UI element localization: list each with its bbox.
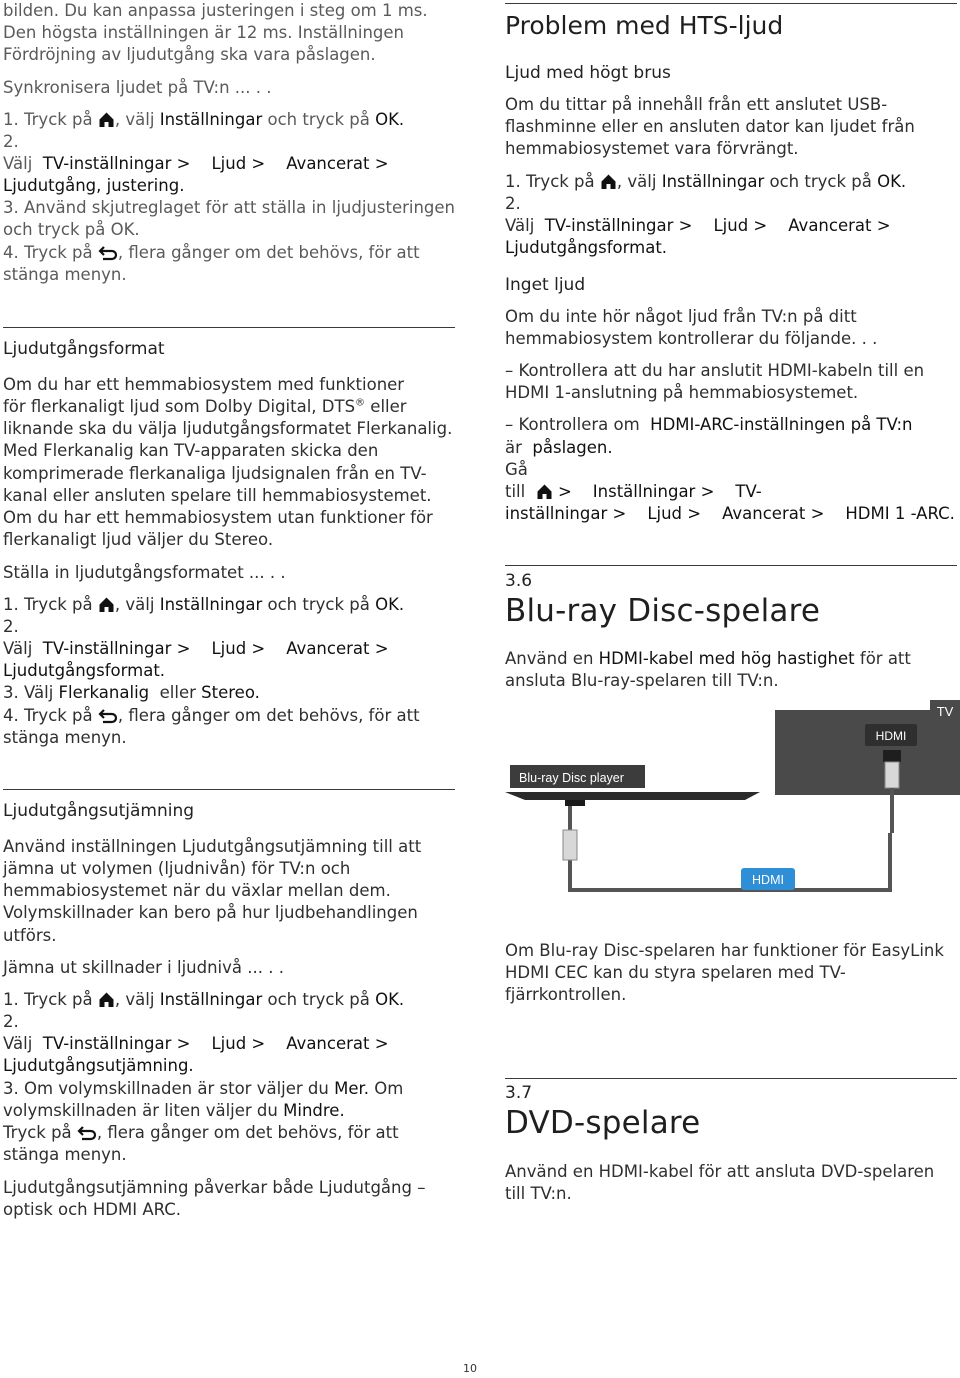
level-body: Volymskillnader kan bero på hur ljudbehandlingen [3,903,418,922]
format-step-1: 1. Tryck på , välj Inställningar och tryck på OK. [3,595,405,614]
level-step-2: Välj TV-inställningar > Ljud > Avancerat > [3,1034,389,1053]
sync-title: Synkronisera ljudet på TV:n ... . . [3,78,272,97]
format-step-2-target: Ljudutgångsformat. [3,661,166,680]
level-note: optisk och HDMI ARC. [3,1200,182,1219]
format-body: kanal eller ansluten spelare till hemmabiosystemet. [3,486,432,505]
player-body [505,792,760,800]
cable-label: HDMI [752,873,784,887]
format-set-title: Ställa in ljudutgångsformatet ... . . [3,563,286,582]
home-icon [536,483,553,500]
sync-step-3: 3. Använd skjutreglaget för att ställa in ljudjusteringen [3,198,456,217]
back-icon [98,245,118,261]
back-icon [77,1125,97,1141]
cable-segment [890,788,894,833]
nosound-body: hemmabiosystem kontrollerar du följande. . . [505,329,878,348]
format-body: flerkanaligt ljud väljer du Stereo. [3,530,274,549]
sync-step-2: Välj TV-inställningar > Ljud > Avancerat > [3,154,389,173]
level-step-4-cont: stänga menyn. [3,1145,127,1164]
format-body: Om du har ett hemmabiosystem med funktioner [3,375,405,394]
noise-step-1: 1. Tryck på , välj Inställningar och tryck på OK. [505,172,907,191]
tv-hdmi-label: HDMI [875,729,907,743]
format-step-2: Välj TV-inställningar > Ljud > Avancerat > [3,639,389,658]
cable-plug-top [885,762,899,788]
dvd-body: Använd en HDMI-kabel för att ansluta DVD-spelaren [505,1162,935,1181]
level-step-4: Tryck på , flera gånger om det behövs, för att [3,1123,399,1142]
section-divider [3,327,455,328]
intro-line: Fördröjning av ljudutgång ska vara påslagen. [3,45,376,64]
check-2: till > Inställningar > TV- [505,482,762,501]
section-divider [505,3,957,4]
noise-body: hemmabiosystemet vara förvrängt. [505,139,799,158]
section-divider [505,1078,957,1079]
format-step-4: 4. Tryck på , flera gånger om det behövs, för att [3,706,420,725]
level-body: Använd inställningen Ljudutgångsutjämning till att [3,837,422,856]
section-divider [505,565,957,566]
level-note: Ljudutgångsutjämning påverkar både Ljudutgång – [3,1178,426,1197]
noise-body: flashminne eller en ansluten dator kan ljudet från [505,117,915,136]
sync-step-4: 4. Tryck på , flera gånger om det behövs, för att [3,243,420,262]
check-2: – Kontrollera om HDMI-ARC-inställningen på TV:n [505,415,913,434]
home-icon [98,991,115,1008]
noise-body: Om du tittar på innehåll från ett anslutet USB- [505,95,888,114]
level-body: jämna ut volymen (ljudnivån) för TV:n och [3,859,351,878]
nosound-heading: Inget ljud [505,275,586,295]
sync-step-3: och tryck på OK. [3,220,140,239]
format-body: för flerkanaligt ljud som Dolby Digital, DTS® eller [3,397,407,416]
level-step-1: 1. Tryck på , välj Inställningar och tryck på OK. [3,990,405,1009]
check-1: – Kontrollera att du har anslutit HDMI-kabeln till en [505,361,925,380]
easylink-body: fjärrkontrollen. [505,985,627,1004]
noise-step-2: Välj TV-inställningar > Ljud > Avancerat > [505,216,891,235]
section-divider [3,789,455,790]
easylink-body: HDMI CEC kan du styra spelaren med TV- [505,963,846,982]
bluray-title: Blu-ray Disc-spelare [505,593,821,629]
format-body: Med Flerkanalig kan TV-apparaten skicka den [3,441,379,460]
noise-heading: Ljud med högt brus [505,63,671,83]
bluray-body: ansluta Blu-ray-spelaren till TV:n. [505,671,779,690]
problem-title: Problem med HTS-ljud [505,11,784,40]
noise-step-2-num: 2. [505,194,521,213]
page-number: 10 [463,1362,477,1375]
format-body: komprimerade flerkanaliga ljudsignalen från en TV- [3,464,427,483]
player-port [565,800,585,806]
level-body: hemmabiosystemet när du växlar mellan dem. [3,881,391,900]
format-step-4-cont: stänga menyn. [3,728,127,747]
bluray-section-number: 3.6 [505,571,533,591]
sync-step-1: 1. Tryck på , välj Inställningar och tryck på OK. [3,110,405,129]
level-step-3-cont: volymskillnaden är liten väljer du Mindre. [3,1101,345,1120]
sync-step-2-num: 2. [3,132,19,151]
cable-plug-bottom [563,830,577,860]
home-icon [98,596,115,613]
format-body: Om du har ett hemmabiosystem utan funktioner för [3,508,433,527]
tv-back-panel [775,710,960,795]
nosound-body: Om du inte hör något ljud från TV:n på ditt [505,307,857,326]
check-2: är påslagen. [505,438,613,457]
dvd-body: till TV:n. [505,1184,572,1203]
dvd-title: DVD-spelare [505,1105,701,1141]
check-2: Gå [505,460,528,479]
check-2: inställningar > Ljud > Avancerat > HDMI 1 -ARC. [505,504,955,523]
intro-line: bilden. Du kan anpassa justeringen i steg om 1 ms. [3,1,428,20]
easylink-body: Om Blu-ray Disc-spelaren har funktioner för EasyLink [505,941,944,960]
cable-path [570,833,890,890]
tv-hdmi-socket [883,750,901,762]
tv-label: TV [936,704,954,719]
level-step-2-target: Ljudutgångsutjämning. [3,1056,194,1075]
check-1: HDMI 1-anslutning på hemmabiosystemet. [505,383,859,402]
back-icon [98,708,118,724]
level-heading: Ljudutgångsutjämning [3,801,195,821]
format-step-3: 3. Välj Flerkanalig eller Stereo. [3,683,260,702]
bluray-body: Använd en HDMI-kabel med hög hastighet för att [505,649,911,668]
format-step-2-num: 2. [3,617,19,636]
sync-step-4-cont: stänga menyn. [3,265,127,284]
dvd-section-number: 3.7 [505,1083,533,1103]
intro-line: Den högsta inställningen är 12 ms. Inställningen [3,23,405,42]
format-heading: Ljudutgångsformat [3,339,165,359]
home-icon [600,173,617,190]
player-label: Blu-ray Disc player [519,771,624,785]
bluray-connection-diagram [505,700,960,910]
level-step-3: 3. Om volymskillnaden är stor väljer du Mer. Om [3,1079,404,1098]
level-step-2-num: 2. [3,1012,19,1031]
level-set-title: Jämna ut skillnader i ljudnivå ... . . [3,958,284,977]
level-body: utförs. [3,926,57,945]
home-icon [98,111,115,128]
format-body: liknande ska du välja ljudutgångsformatet Flerkanalig. [3,419,453,438]
sync-step-2-target: Ljudutgång, justering. [3,176,185,195]
noise-step-2-target: Ljudutgångsformat. [505,238,668,257]
